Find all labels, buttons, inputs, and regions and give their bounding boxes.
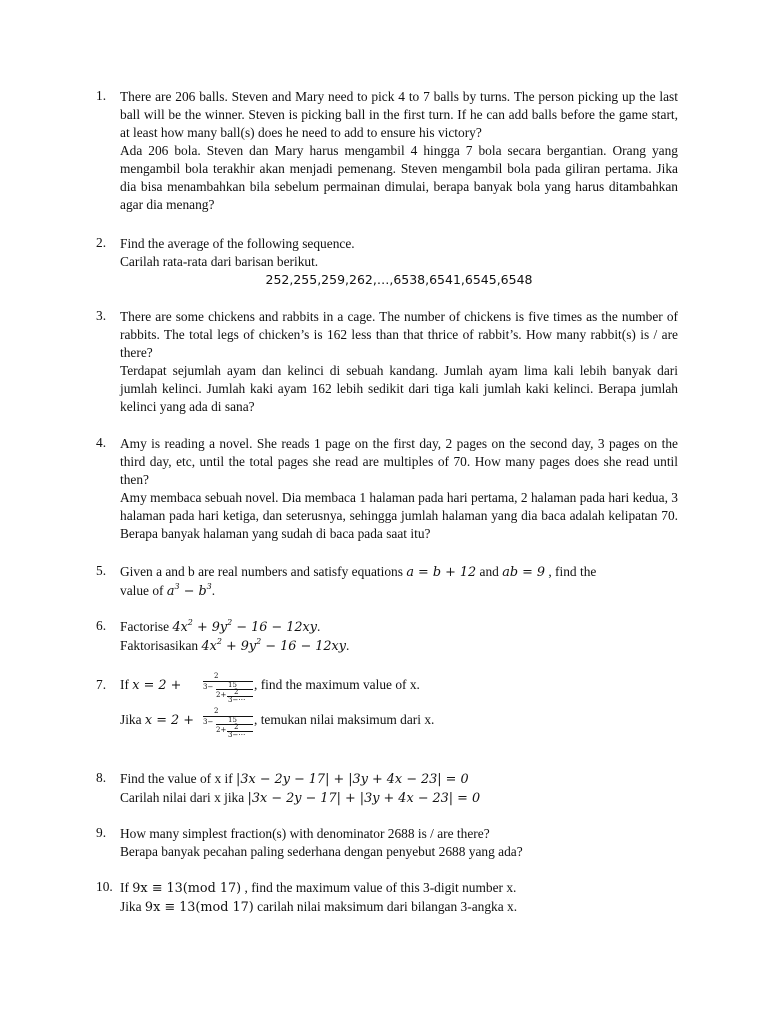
- denominator-part: 3−: [203, 718, 214, 726]
- question-text-indonesian: Berapa banyak pecahan paling sederhana dengan penyebut 2688 yang ada?: [120, 844, 523, 859]
- question-text-english: [120, 879, 678, 898]
- question-text-english: [120, 770, 678, 789]
- question-3: [96, 308, 678, 416]
- number-sequence: 252,255,259,262,…,6538,6541,6545,6548: [265, 272, 533, 287]
- equation-2: ab = 9: [502, 565, 546, 580]
- equation-lead: x = 2 +: [132, 678, 182, 693]
- question-number: 1.: [96, 88, 107, 103]
- question-text-english: There are 206 balls. Steven and Mary need to pick 4 to 7 balls by turns. The person picking up the last ball will be the winner. Steven is picking ball in the first turn. If he can add balls before the game start, at least how many ball(s) does he need to add to ensure his victory?: [120, 89, 678, 140]
- denominator-part: 3−⋯: [228, 696, 246, 704]
- question-4: [96, 435, 678, 543]
- question-text-indonesian: [120, 789, 678, 808]
- text-segment: Given a and b are real numbers and satisfy equations: [120, 564, 407, 579]
- numerator: 2: [214, 707, 219, 715]
- equation-1: a = b + 12: [406, 565, 477, 580]
- numerator: 2: [214, 672, 219, 680]
- question-number: 7.: [96, 677, 107, 692]
- text-segment: value of: [120, 583, 167, 598]
- denominator-part: 2+: [216, 726, 227, 734]
- congruence-equation: 9x ≡ 13(mod 17): [132, 881, 242, 896]
- question-10: [96, 879, 678, 917]
- expression-a3-minus-b3: $a^3 - b^3$: [166, 581, 212, 599]
- absolute-value-equation: |3x − 2y − 17| + |3y + 4x − 23| = 0: [247, 791, 481, 806]
- question-text-english: Find the average of the following sequence.: [120, 236, 355, 251]
- question-text-indonesian: [120, 637, 678, 656]
- denominator-part: 3−: [203, 683, 214, 691]
- question-number: 2.: [96, 235, 107, 250]
- question-number: 5.: [96, 563, 107, 578]
- numerator: 2: [234, 723, 239, 731]
- numerator: 15: [228, 716, 237, 724]
- text-segment: [120, 677, 181, 693]
- text-segment: and: [476, 564, 503, 579]
- question-text-english: [120, 618, 678, 637]
- text-segment: Carilah nilai dari x jika: [120, 790, 248, 805]
- question-number: 4.: [96, 435, 107, 450]
- equation-lead: x = 2 +: [144, 713, 194, 728]
- question-number: 8.: [96, 770, 107, 785]
- question-8: [96, 770, 678, 808]
- question-text-indonesian: [120, 707, 678, 741]
- polynomial-expression: $4x^2 + 9y^2 - 16 - 12xy$: [201, 636, 346, 654]
- question-text-line-2: [120, 582, 678, 601]
- question-6: [96, 618, 678, 656]
- question-5: [96, 563, 678, 601]
- text-segment: , temukan nilai maksimum dari x.: [254, 712, 435, 727]
- text-segment: Jika: [120, 712, 145, 727]
- question-text-line-1: [120, 563, 678, 582]
- question-7: [96, 672, 678, 741]
- question-1: [96, 88, 678, 214]
- question-text-english: There are some chickens and rabbits in a cage. The number of chickens is five times as the number of rabbits. The total legs of chicken’s is 162 less than that thrice of rabbit’s. How many rabbit(s) is / are there?: [120, 309, 678, 360]
- text-segment: If: [120, 677, 133, 692]
- question-text-indonesian: [120, 898, 678, 917]
- denominator-part: 2+: [216, 691, 227, 699]
- question-number: 9.: [96, 825, 107, 840]
- absolute-value-equation: |3x − 2y − 17| + |3y + 4x − 23| = 0: [236, 772, 469, 787]
- numerator: 15: [228, 681, 237, 689]
- text-segment: Jika: [120, 899, 145, 914]
- text-segment: Find the value of x if: [120, 771, 237, 786]
- denominator-part: 3−⋯: [228, 731, 246, 739]
- question-text-english: How many simplest fraction(s) with denominator 2688 is / are there?: [120, 826, 490, 841]
- question-9: [96, 825, 678, 861]
- text-segment: [120, 712, 194, 728]
- congruence-equation: 9x ≡ 13(mod 17): [144, 900, 254, 915]
- text-segment: .: [345, 638, 350, 653]
- polynomial-expression: $4x^2 + 9y^2 - 16 - 12xy$: [172, 617, 317, 635]
- text-segment: , find the maximum value of x.: [254, 677, 420, 692]
- text-segment: carilah nilai maksimum dari bilangan 3-angka x.: [253, 899, 518, 914]
- question-number: 3.: [96, 308, 107, 323]
- text-segment: Faktorisasikan: [120, 638, 202, 653]
- text-segment: .: [211, 583, 216, 598]
- question-number: 6.: [96, 618, 107, 633]
- text-segment: , find the maximum value of this 3-digit number x.: [241, 880, 517, 895]
- numerator: 2: [234, 688, 239, 696]
- question-2: [96, 235, 678, 289]
- question-text-indonesian: Amy membaca sebuah novel. Dia membaca 1 halaman pada hari pertama, 2 halaman pada hari kedua, 3 halaman pada hari ketiga, dan seterusnya, sehingga jumlah halaman yang dia baca adalah kelipatan 70. Berapa banyak halaman yang sudah di baca pada saat itu?: [120, 490, 678, 541]
- question-text-indonesian: Ada 206 bola. Steven dan Mary harus mengambil 4 hingga 7 bola secara bergantian. Orang yang mengambil bola terakhir akan menjadi pemenang. Steven mengambil bola pada giliran pertama. Jika dia bisa menambahkan bila sebelum permainan dimulai, berapa banyak bola yang harus ditambahkan agar dia menang?: [120, 143, 678, 212]
- question-text-english: [120, 672, 678, 706]
- question-text-english: Amy is reading a novel. She reads 1 page on the first day, 2 pages on the second day, 3 pages on the third day, etc, until the total pages she read are multiples of 70. How many pages does she read until then?: [120, 436, 678, 487]
- text-segment: .: [316, 619, 321, 634]
- question-text-indonesian: Terdapat sejumlah ayam dan kelinci di sebuah kandang. Jumlah ayam lima kali lebih banyak dari jumlah kelinci. Jumlah kaki ayam 162 lebih sedikit dari tiga kali jumlah kaki kelinci. Berapa jumlah kelinci yang ada di sana?: [120, 363, 678, 414]
- text-segment: Factorise: [120, 619, 173, 634]
- text-segment: , find the: [545, 564, 597, 579]
- text-segment: If: [120, 880, 133, 895]
- question-number: 10.: [96, 879, 113, 894]
- question-text-indonesian: Carilah rata-rata dari barisan berikut.: [120, 254, 319, 269]
